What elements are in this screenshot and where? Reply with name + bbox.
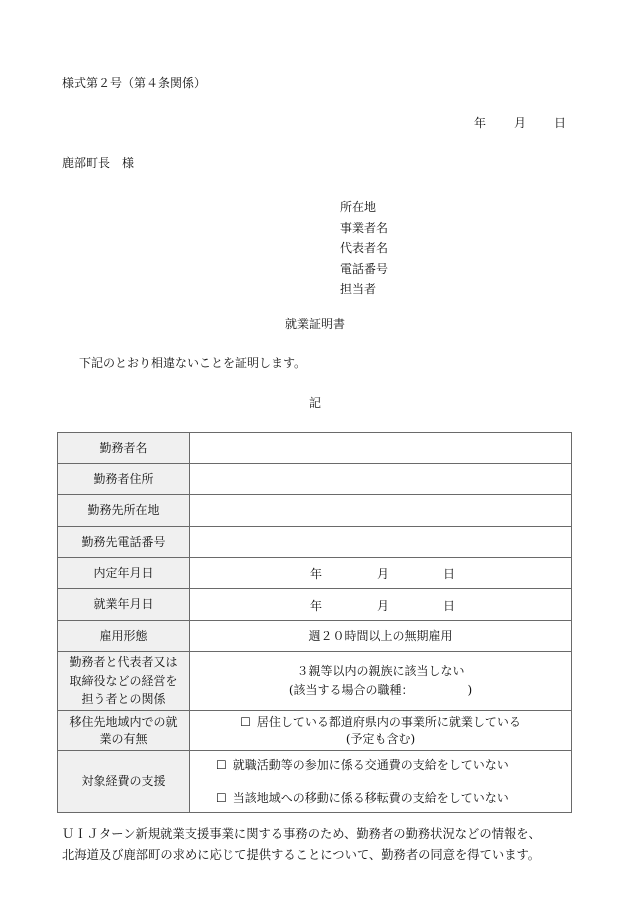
- worker-name-label: 勤務者名: [58, 433, 190, 464]
- table-row: [58, 495, 572, 527]
- form-number: 様式第２号（第４条関係）: [62, 76, 207, 90]
- employment-type-label: 雇用形態: [58, 621, 190, 652]
- date-day-label: 日: [554, 116, 567, 130]
- applicant-representative-label: 代表者名: [340, 241, 389, 255]
- employment-date-label: 就業年月日: [58, 589, 190, 621]
- relocation-label-line-2: 業の有無: [99, 731, 148, 746]
- offer-date-label: 内定年月日: [58, 558, 190, 589]
- applicant-company-label: 事業者名: [340, 220, 389, 235]
- relocation-expense-checkbox[interactable]: ☐: [216, 790, 227, 805]
- ki-heading: 記: [308, 396, 321, 410]
- applicant-address-label: 所在地: [340, 200, 377, 214]
- table-row: [58, 527, 572, 558]
- employment-year-label: 年: [310, 598, 323, 613]
- consent-note: [62, 824, 541, 866]
- travel-expense-checkbox[interactable]: ☐: [216, 757, 227, 772]
- table-row: [58, 464, 572, 495]
- consent-note-line-2: 北海道及び鹿部町の求めに応じて提供することについて、勤務者の同意を得ています。: [62, 848, 541, 862]
- relocation-label-line-1: 移住先地域内での就: [69, 714, 178, 729]
- worker-address-field[interactable]: [190, 464, 572, 495]
- offer-year-label: 年: [310, 567, 323, 581]
- table-row: [58, 621, 572, 652]
- expense-label: 対象経費の支援: [58, 751, 190, 813]
- relation-label: [58, 652, 190, 711]
- relocation-expense-text: 当該地域への移動に係る移転費の支給をしていない: [232, 790, 509, 805]
- relation-job-field[interactable]: (該当する場合の職種： ): [288, 683, 473, 697]
- travel-expense-text: 就職活動等の参加に係る交通費の支給をしていない: [232, 757, 509, 772]
- applicant-phone-label: 電話番号: [340, 261, 389, 276]
- workplace-phone-field[interactable]: [190, 527, 572, 558]
- relocation-value: [190, 711, 572, 751]
- date-year-label: 年: [474, 116, 487, 130]
- table-row: [58, 751, 572, 813]
- document-title: 就業証明書: [284, 317, 345, 331]
- expense-value: [190, 751, 572, 813]
- table-row: [58, 652, 572, 711]
- consent-note-line-1: ＵＩＪターン新規就業支援事業に関する事務のため、勤務者の勤務状況などの情報を、: [62, 827, 541, 841]
- table-row: [58, 433, 572, 464]
- applicant-contact-label: 担当者: [340, 282, 377, 296]
- intro-text: 下記のとおり相違ないことを証明します。: [79, 356, 307, 370]
- workplace-address-field[interactable]: [190, 495, 572, 527]
- workplace-phone-label: 勤務先電話番号: [58, 527, 190, 558]
- employment-day-label: 日: [443, 598, 456, 613]
- relation-value[interactable]: [190, 652, 572, 711]
- relation-label-line-1: 勤務者と代表者又は: [69, 655, 178, 670]
- relation-value-line-1: ３親等以内の親族に該当しない: [296, 664, 465, 679]
- employment-month-label: 月: [377, 598, 390, 613]
- addressee: 鹿部町長 様: [62, 156, 135, 170]
- relation-label-line-3: 担う者との関係: [81, 692, 166, 707]
- table-row: [58, 589, 572, 621]
- relocation-value-text: 居住している都道府県内の事業所に就業している: [256, 714, 521, 729]
- certificate-table: [57, 432, 572, 813]
- offer-date-field[interactable]: [190, 558, 572, 589]
- table-row: [58, 711, 572, 751]
- relocation-checkbox[interactable]: ☐: [240, 714, 251, 729]
- relocation-value-note: (予定も含む): [345, 731, 416, 746]
- employment-type-value: 週２０時間以上の無期雇用: [190, 621, 572, 652]
- worker-name-field[interactable]: [190, 433, 572, 464]
- table-row: [58, 558, 572, 589]
- relation-label-line-2: 取締役などの経営を: [69, 673, 178, 688]
- relocation-label: [58, 711, 190, 751]
- employment-date-field[interactable]: [190, 589, 572, 621]
- date-month-label: 月: [514, 116, 527, 130]
- offer-day-label: 日: [443, 567, 456, 581]
- offer-month-label: 月: [377, 567, 390, 581]
- applicant-block: [340, 197, 388, 300]
- workplace-address-label: 勤務先所在地: [58, 495, 190, 527]
- worker-address-label: 勤務者住所: [58, 464, 190, 495]
